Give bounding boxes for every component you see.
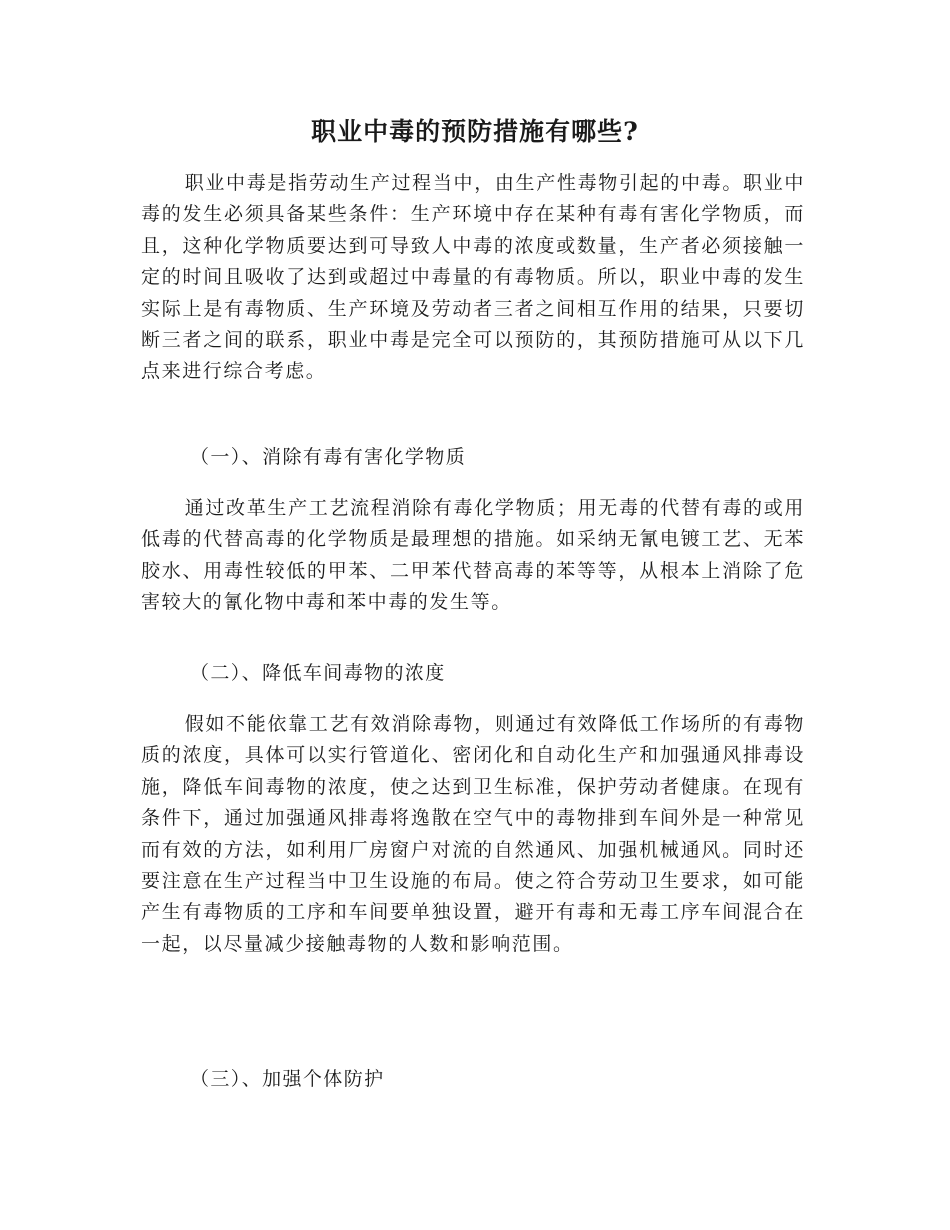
section-heading-1: （一）、消除有毒有害化学物质 [190,446,467,468]
intro-paragraph: 职业中毒是指劳动生产过程当中，由生产性毒物引起的中毒。职业中毒的发生必须具备某些条件：生产环境中存在某种有毒有害化学物质，而且，这种化学物质要达到可导致人中毒的浓度或数量，生产者必须接触一定的时间且吸收了达到或超过中毒量的有毒物质。所以，职业中毒的发生实际上是有毒物质、生产环境及劳动者三者之间相互作用的结果，只要切断三者之间的联系，职业中毒是完全可以预防的，其预防措施可从以下几点来进行综合考虑。 [141,172,805,383]
section-heading-3: （三）、加强个体防护 [190,1068,385,1090]
section-body-2: 假如不能依靠工艺有效消除毒物，则通过有效降低工作场所的有毒物质的浓度，具体可以实行管道化、密闭化和自动化生产和加强通风排毒设施，降低车间毒物的浓度，使之达到卫生标准，保护劳动者健康。在现有条件下，通过加强通风排毒将逸散在空气中的毒物排到车间外是一种常见而有效的方法，如利用厂房窗户对流的自然通风、加强机械通风。同时还要注意在生产过程当中卫生设施的布局。使之符合劳动卫生要求，如可能产生有毒物质的工序和车间要单独设置，避开有毒和无毒工序车间混合在一起，以尽量减少接触毒物的人数和影响范围。 [141,713,805,955]
section-heading-2: （二）、降低车间毒物的浓度 [190,662,446,684]
document-title: 职业中毒的预防措施有哪些? [311,117,639,146]
section-body-1: 通过改革生产工艺流程消除有毒化学物质；用无毒的代替有毒的或用低毒的代替高毒的化学物质是最理想的措施。如采纳无氰电镀工艺、无苯胶水、用毒性较低的甲苯、二甲苯代替高毒的苯等等，从根本上消除了危害较大的氰化物中毒和苯中毒的发生等。 [141,497,805,614]
